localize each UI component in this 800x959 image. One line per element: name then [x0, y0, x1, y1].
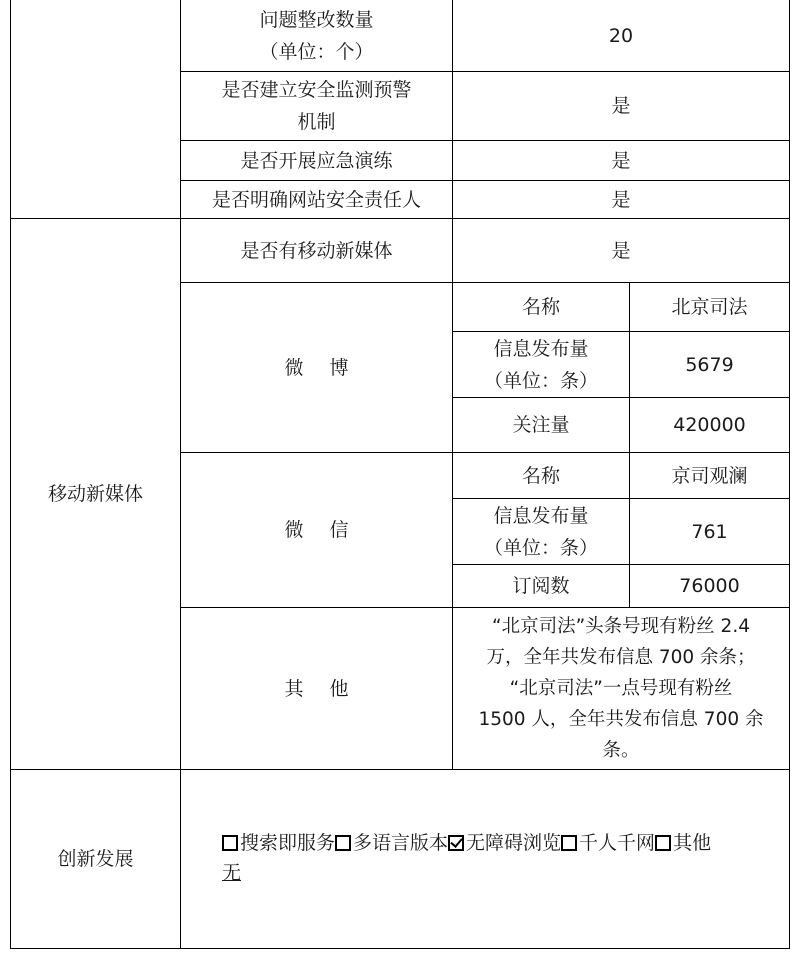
- rectification-label: [181, 0, 452, 71]
- wechat-subs-label: 订阅数: [512, 575, 570, 597]
- weibo-posts-value: 5679: [685, 353, 734, 376]
- other-line-4: 1500 人，全年共发布信息 700 余: [478, 709, 764, 730]
- has-media-label: 是否有移动新媒体: [240, 239, 393, 262]
- option-other: 其他: [673, 832, 712, 854]
- rectification-label-line1: 问题整改数量: [259, 8, 374, 31]
- other-description: [453, 608, 789, 769]
- rectification-value: 20: [608, 24, 634, 47]
- checkbox-other[interactable]: [655, 835, 671, 851]
- other-line-1: “北京司法”头条号现有粉丝 2.4: [492, 616, 750, 637]
- checkbox-multilingual[interactable]: [335, 835, 351, 851]
- weibo-followers-value: 420000: [673, 414, 746, 436]
- other-line-5: 条。: [602, 740, 640, 761]
- drill-value: 是: [611, 149, 631, 172]
- weibo-followers-label: 关注量: [512, 414, 570, 436]
- weibo-name-value: 北京司法: [671, 296, 748, 318]
- weibo-name-label: 名称: [521, 296, 560, 318]
- other-label: 其他: [284, 677, 375, 700]
- has-media-value: 是: [611, 239, 631, 262]
- innovation-other-value: 无: [222, 862, 242, 884]
- innovation-options-line: [222, 828, 792, 858]
- option-personalized: 千人千网: [579, 832, 656, 854]
- wechat-posts-value: 761: [691, 520, 728, 543]
- warning-label: [181, 72, 452, 140]
- checkbox-accessibility[interactable]: [448, 835, 464, 851]
- other-line-2: 万，全年共发布信息 700 余条；: [486, 647, 756, 668]
- weibo-label: 微博: [284, 356, 375, 379]
- wechat-label: 微信: [284, 519, 375, 541]
- option-search-service: 搜索即服务: [240, 832, 336, 854]
- wechat-posts-label-line2: （单位：条）: [483, 536, 598, 559]
- weibo-posts-label: [453, 332, 629, 397]
- weibo-posts-label-line1: 信息发布量: [493, 337, 589, 360]
- warning-label-line1: 是否建立安全监测预警: [221, 79, 412, 101]
- wechat-subs-value: 76000: [679, 575, 740, 597]
- innovation-options: [222, 828, 792, 888]
- responsible-value: 是: [611, 188, 631, 211]
- media-section-label: 移动新媒体: [47, 483, 143, 505]
- drill-label: 是否开展应急演练: [240, 149, 393, 172]
- checkbox-personalized[interactable]: [561, 835, 577, 851]
- responsible-label: 是否明确网站安全责任人: [211, 188, 421, 211]
- other-line-3: “北京司法”一点号现有粉丝: [509, 678, 733, 699]
- warning-label-line2: 机制: [297, 111, 336, 133]
- innovation-section-label: 创新发展: [57, 848, 134, 870]
- wechat-posts-label: [453, 499, 629, 564]
- innovation-other-line: [222, 858, 792, 888]
- warning-value: 是: [611, 95, 631, 117]
- rectification-label-line2: （单位：个）: [259, 40, 374, 63]
- wechat-name-value: 京司观澜: [671, 464, 748, 487]
- option-multilingual: 多语言版本: [353, 832, 449, 854]
- option-accessibility: 无障碍浏览: [466, 832, 562, 854]
- weibo-posts-label-line2: （单位：条）: [483, 369, 598, 392]
- wechat-posts-label-line1: 信息发布量: [493, 504, 589, 527]
- wechat-name-label: 名称: [521, 464, 560, 487]
- checkbox-search-service[interactable]: [222, 835, 238, 851]
